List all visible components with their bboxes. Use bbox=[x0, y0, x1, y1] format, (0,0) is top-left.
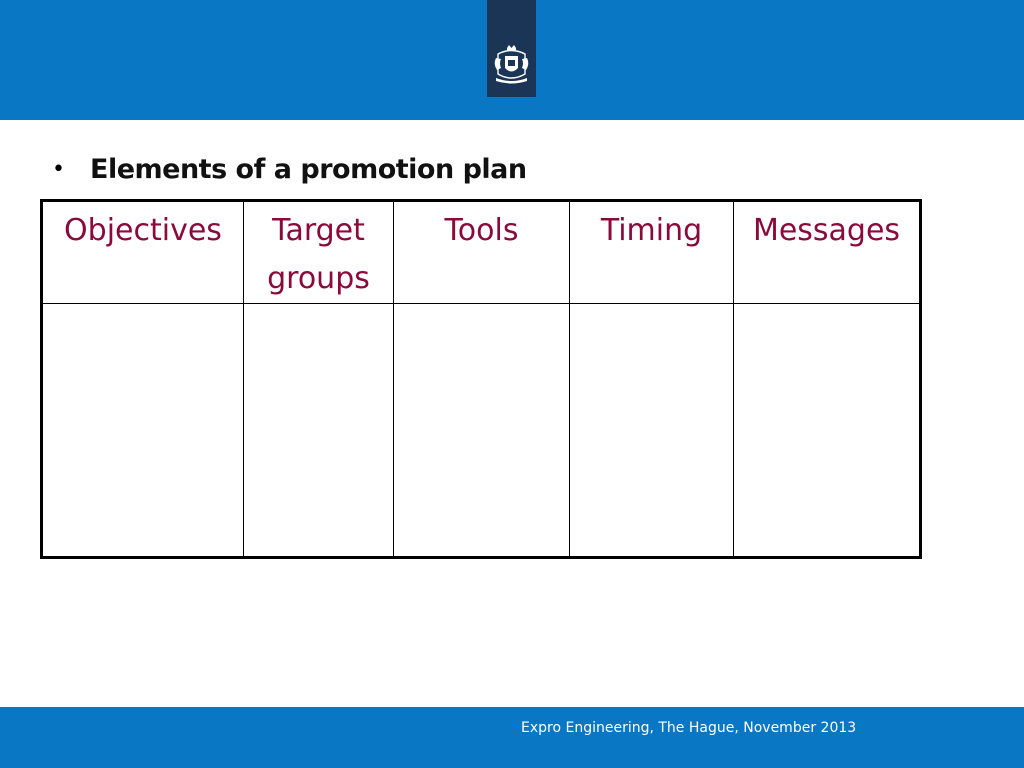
government-logo bbox=[487, 0, 536, 97]
coat-of-arms-icon bbox=[490, 44, 533, 86]
cell-timing bbox=[570, 304, 734, 558]
top-bar bbox=[0, 0, 1024, 120]
bullet-item bbox=[52, 149, 527, 189]
footer-text: Expro Engineering, The Hague, November 2013 bbox=[521, 720, 857, 736]
bullet-marker: • bbox=[52, 156, 65, 182]
header-tools: Tools bbox=[394, 201, 570, 304]
header-timing: Timing bbox=[570, 201, 734, 304]
cell-target-groups bbox=[244, 304, 394, 558]
cell-messages bbox=[734, 304, 921, 558]
cell-objectives bbox=[42, 304, 244, 558]
table-header-row bbox=[42, 201, 921, 304]
slide-heading: Elements of a promotion plan bbox=[90, 153, 527, 185]
promotion-plan-table bbox=[40, 199, 922, 559]
header-target-groups: Target groups bbox=[244, 201, 394, 304]
bottom-bar bbox=[0, 707, 1024, 768]
table-row bbox=[42, 304, 921, 558]
header-objectives: Objectives bbox=[42, 201, 244, 304]
cell-tools bbox=[394, 304, 570, 558]
header-messages: Messages bbox=[734, 201, 921, 304]
